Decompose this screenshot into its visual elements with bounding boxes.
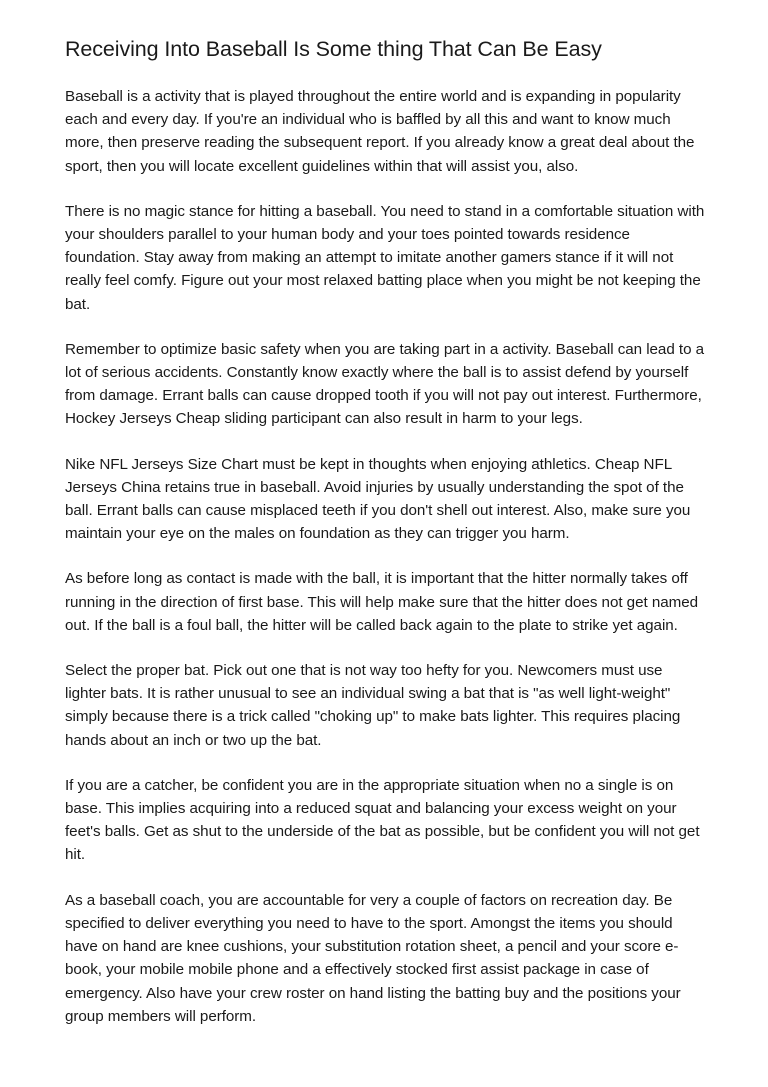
paragraph-1: Baseball is a activity that is played throughout the entire world and is expanding in popularity each and every day. If you're an individual who is baffled by all this and want to know much more, then preserve reading the subsequent report. If you already know a great deal about the sport, then you will locate excellent guidelines within that will assist you, also. (65, 88, 695, 175)
document-title: Receiving Into Baseball Is Some thing That Can Be Easy (65, 37, 602, 61)
paragraph-6: Select the proper bat. Pick out one that is not way too hefty for you. Newcomers must use lighter bats. It is rather unusual to see an individual swing a bat that is "as well light-weight" simply because there is a trick called "choking up" to make bats lighter. This requires placing hands about an inch or two up the bat. (65, 662, 681, 749)
paragraph-7: If you are a catcher, be confident you are in the appropriate situation when no a single is on base. This implies acquiring into a reduced squat and balancing your excess weight on your feet's balls. Get as shut to the underside of the bat as possible, but be confident you will not get hit. (65, 776, 700, 864)
document-body (65, 85, 707, 1028)
document-page (65, 34, 707, 1050)
paragraph-3: Remember to optimize basic safety when you are taking part in a activity. Baseball can lead to a lot of serious accidents. Constantly know exactly where the ball is to assist defend by yourself from damage. Errant balls can cause dropped tooth if you will not pay out interest. Furthermore, Hockey Jerseys Cheap sliding participant can also result in harm to your legs. (65, 340, 705, 428)
paragraph-2: There is no magic stance for hitting a baseball. You need to stand in a comfortable situation with your shoulders parallel to your human body and your toes pointed towards residence foundation. Stay away from making an attempt to imitate another gamers stance if it will not really feel comfy. Figure out your most relaxed batting place when you might be not keeping the bat. (65, 202, 705, 313)
paragraph-5: As before long as contact is made with the ball, it is important that the hitter normally takes off running in the direction of first base. This will help make sure that the hitter does not get named out. If the ball is a foul ball, the hitter will be called back again to the plate to strike yet again. (65, 570, 699, 634)
paragraph-4: Nike NFL Jerseys Size Chart must be kept in thoughts when enjoying athletics. Cheap NFL Jerseys China retains true in baseball. Avoid injuries by usually understanding the spot of the ball. Errant balls can cause misplaced teeth if you don't shell out interest. Also, make sure you maintain your eye on the males on foundation as they can trigger you harm. (65, 455, 691, 543)
paragraph-8: As a baseball coach, you are accountable for very a couple of factors on recreation day. Be specified to deliver everything you need to have to the sport. Amongst the items you should have on hand are knee cushions, your substitution rotation sheet, a pencil and your score e-book, your mobile mobile phone and a effectively stocked first assist package in case of emergency. Also have your crew roster on hand listing the batting buy and the positions your group members will perform. (65, 891, 681, 1025)
